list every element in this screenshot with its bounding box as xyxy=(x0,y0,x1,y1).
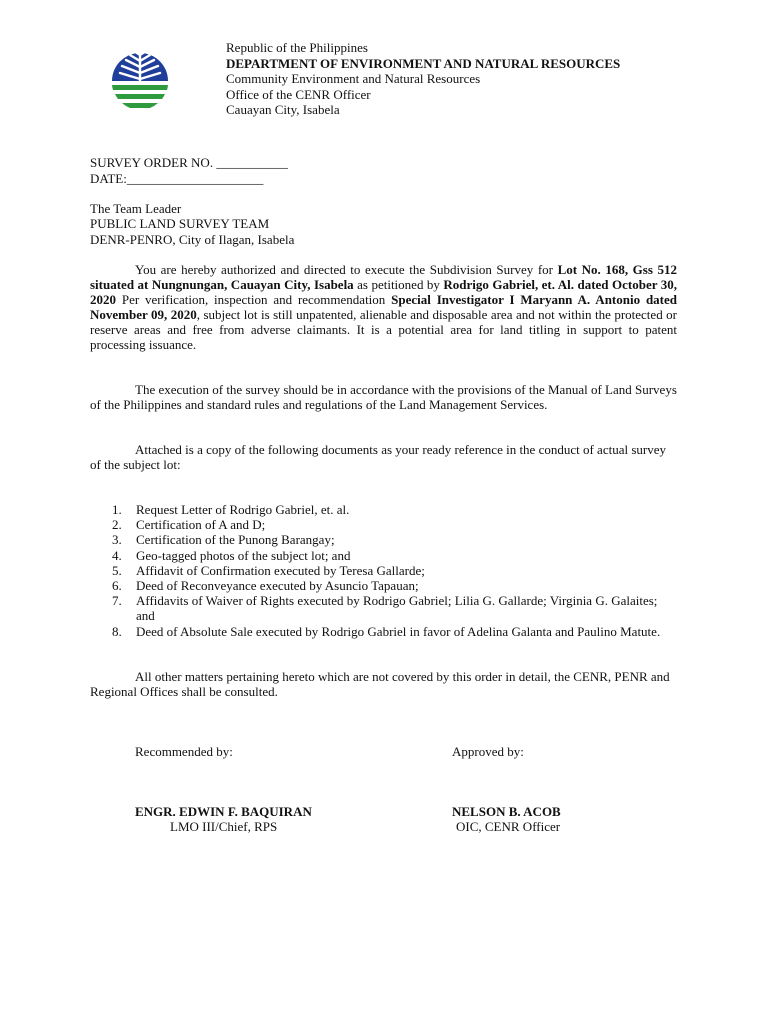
recommender-name: ENGR. EDWIN F. BAQUIRAN xyxy=(135,804,312,819)
list-item: 1. Request Letter of Rodrigo Gabriel, et. al. xyxy=(112,502,350,517)
office-location: Cauayan City, Isabela xyxy=(226,102,340,117)
office-line-1: Community Environment and Natural Resources xyxy=(226,71,481,86)
list-item: 3. Certification of the Punong Barangay; xyxy=(112,532,335,548)
list-item: 7. Affidavits of Waiver of Rights executed by Rodrigo Gabriel; Lilia G. Gallarde; Virginia G. Galaites; and xyxy=(112,593,658,624)
p1-text-g: , subject lot is still unpatented, alienable and disposable area and not within the protected or reserve areas and free from adverse claimants. It is a potential area for land titling in support to patent processing issuance. xyxy=(90,307,677,352)
addressee-line-3: DENR-PENRO, City of Ilagan, Isabela xyxy=(90,232,295,247)
republic-line: Republic of the Philippines xyxy=(226,40,368,55)
p1-lot-details: Lot No. 168, Gss 512 situated at Nungnungan, Cauayan City, Isabela xyxy=(90,262,677,292)
p2-text: The execution of the survey should be in accordance with the provisions of the Manual of Land Surveys of the Philippines and standard rules and regulations of the Land Management Services. xyxy=(90,382,677,412)
denr-logo xyxy=(108,41,172,115)
recommender-title: LMO III/Chief, RPS xyxy=(170,819,278,834)
p1-text-e: Per verification, inspection and recommendation xyxy=(116,292,392,307)
list-item: 8. Deed of Absolute Sale executed by Rodrigo Gabriel in favor of Adelina Galanta and Paulino Matute. xyxy=(112,623,661,639)
letterhead xyxy=(226,40,620,118)
p3-text: Attached is a copy of the following documents as your ready reference in the conduct of actual survey of the subject lot: xyxy=(90,442,667,472)
order-date: DATE:_____________________ xyxy=(90,171,264,186)
paragraph-other-matters xyxy=(90,669,677,699)
p1-investigator: Special Investigator I Maryann A. Antonio dated November 09, 2020 xyxy=(90,292,677,322)
addressee-line-1: The Team Leader xyxy=(90,201,182,216)
approved-by-label: Approved by: xyxy=(452,744,524,759)
approver-title: OIC, CENR Officer xyxy=(456,819,561,834)
department-name: DEPARTMENT OF ENVIRONMENT AND NATURAL RESOURCES xyxy=(226,55,621,71)
list-item: 5. Affidavit of Confirmation executed by Teresa Gallarde; xyxy=(112,562,425,578)
documents-list xyxy=(112,502,678,639)
list-item: 2. Certification of A and D; xyxy=(112,517,266,533)
paragraph-authorization xyxy=(90,262,677,352)
office-line-2: Office of the CENR Officer xyxy=(226,86,371,102)
p1-text-a: You are hereby authorized and directed to execute the Subdivision Survey for xyxy=(135,262,558,277)
p4-text: All other matters pertaining hereto which are not covered by this order in detail, the CENR, PENR and Regional Offices shall be consulted. xyxy=(90,669,670,699)
list-item: 6. Deed of Reconveyance executed by Asuncio Tapauan; xyxy=(112,578,419,594)
list-item: 4. Geo-tagged photos of the subject lot; and xyxy=(112,547,351,563)
paragraph-attachments xyxy=(90,442,677,472)
survey-order-number: SURVEY ORDER NO. ___________ xyxy=(90,155,288,170)
paragraph-execution xyxy=(90,382,677,412)
approver-name: NELSON B. ACOB xyxy=(452,804,561,819)
p1-text-c: as petitioned by xyxy=(353,277,444,292)
p1-petitioner: Rodrigo Gabriel, et. Al. dated October 30, 2020 xyxy=(90,277,677,307)
recommended-by-label: Recommended by: xyxy=(135,744,233,759)
addressee-line-2: PUBLIC LAND SURVEY TEAM xyxy=(90,216,270,231)
